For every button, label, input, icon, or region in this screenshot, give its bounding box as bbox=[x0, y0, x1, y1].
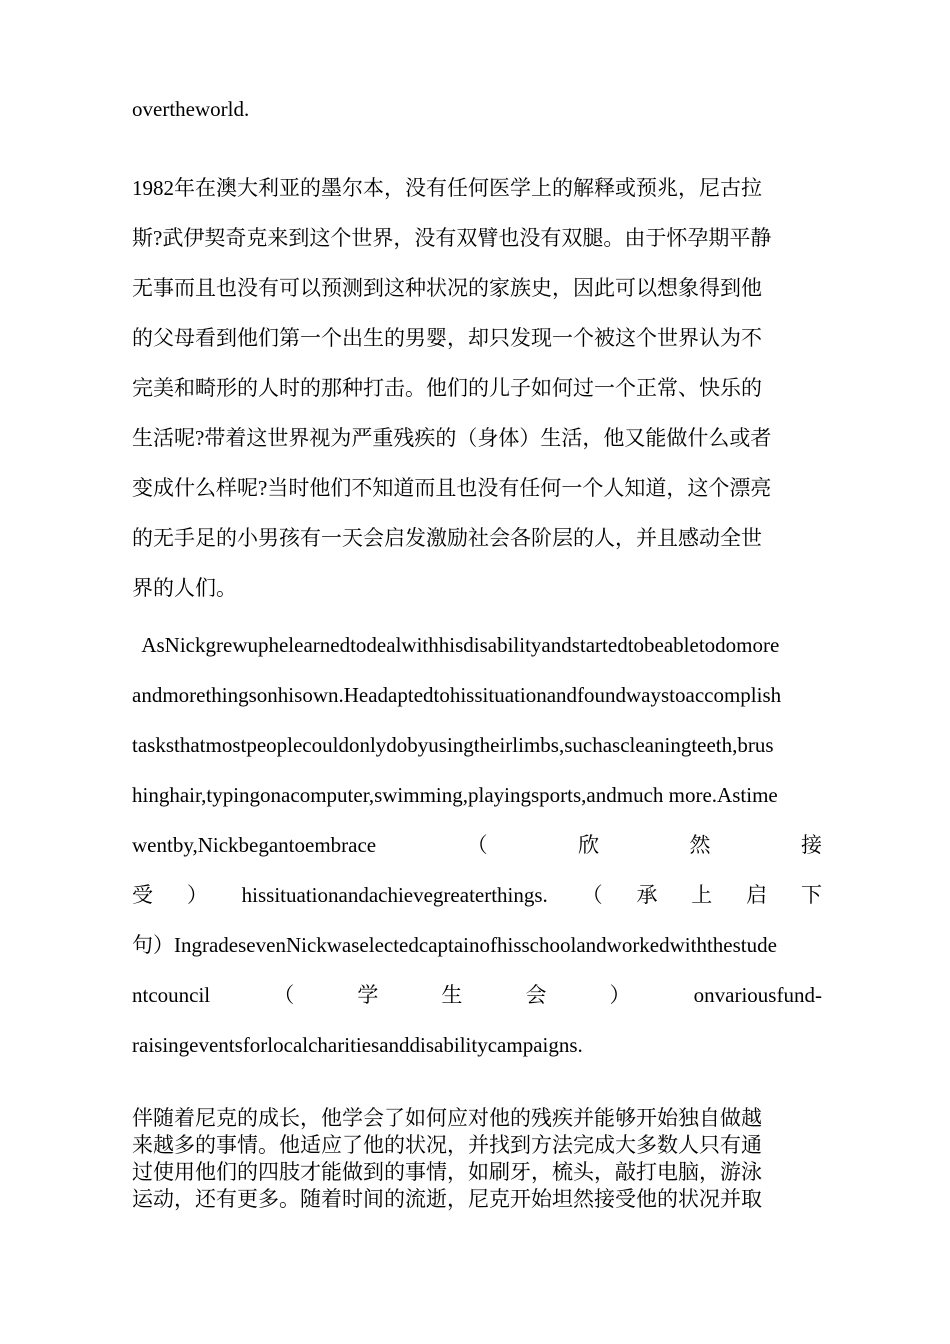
paragraph-chinese-2 bbox=[132, 1105, 822, 1213]
text-line-spread bbox=[132, 820, 822, 870]
text-line: raisingeventsforlocalcharitiesanddisabilitycampaigns. bbox=[132, 1033, 583, 1057]
text-token: ） bbox=[609, 983, 631, 1007]
text-token: wentby,Nickbegantoembrace bbox=[132, 833, 377, 857]
text-token: 接 bbox=[801, 833, 822, 857]
paragraph-english bbox=[132, 620, 822, 1070]
text-token: 会 bbox=[525, 983, 547, 1007]
text-token: onvariousfund- bbox=[693, 983, 822, 1007]
text-line: 无事而且也没有可以预测到这种状况的家族史，因此可以想象得到他 bbox=[132, 276, 762, 300]
text-line: 来越多的事情。他适应了他的状况，并找到方法完成大多数人只有通 bbox=[132, 1133, 762, 1157]
text-line: 的无手足的小男孩有一天会启发激励社会各阶层的人，并且感动全世 bbox=[132, 526, 762, 550]
text-token: ） bbox=[186, 883, 208, 907]
text-token: hissituationandachievegreaterthings. bbox=[241, 883, 548, 907]
paragraph-chinese-1 bbox=[132, 163, 822, 613]
text-line: 运动，还有更多。随着时间的流逝，尼克开始坦然接受他的状况并取 bbox=[132, 1187, 762, 1211]
text-token: 生 bbox=[441, 983, 463, 1007]
text-token: 然 bbox=[689, 833, 711, 857]
text-token: ntcouncil bbox=[132, 983, 211, 1007]
text-line: 生活呢?带着这世界视为严重残疾的（身体）生活，他又能做什么或者 bbox=[132, 426, 772, 450]
text-token: （ bbox=[273, 983, 295, 1007]
text-token: （ bbox=[466, 833, 488, 857]
text-token: 受 bbox=[132, 883, 153, 907]
text-token: 欣 bbox=[578, 833, 600, 857]
text-token: 启 bbox=[746, 883, 768, 907]
text-token: （ bbox=[581, 883, 603, 907]
text-line: tasksthatmostpeoplecouldonlydobyusingtheirlimbs,suchascleaningteeth,brus bbox=[132, 733, 774, 757]
text-line: 斯?武伊契奇克来到这个世界，没有双臂也没有双腿。由于怀孕期平静 bbox=[132, 226, 772, 250]
text-line-spread bbox=[132, 870, 822, 920]
text-line: 完美和畸形的人时的那种打击。他们的儿子如何过一个正常、快乐的 bbox=[132, 376, 762, 400]
fragment-line: overtheworld. bbox=[132, 97, 250, 121]
text-line: 变成什么样呢?当时他们不知道而且也没有任何一个人知道，这个漂亮 bbox=[132, 476, 772, 500]
text-token: 上 bbox=[691, 883, 713, 907]
text-line: 界的人们。 bbox=[132, 576, 237, 600]
text-line: hinghair,typingonacomputer,swimming,playingsports,andmuch more.Astime bbox=[132, 783, 778, 807]
text-line: andmorethingsonhisown.Headaptedtohissituationandfoundwaystoaccomplish bbox=[132, 683, 782, 707]
text-token: 承 bbox=[636, 883, 658, 907]
text-token: 学 bbox=[357, 983, 379, 1007]
text-line: 的父母看到他们第一个出生的男婴，却只发现一个被这个世界认为不 bbox=[132, 326, 762, 350]
text-line: AsNickgrewuphelearnedtodealwithhisdisabilityandstartedtobeabletodomore bbox=[132, 633, 780, 657]
text-line: 1982年在澳大利亚的墨尔本，没有任何医学上的解释或预兆，尼古拉 bbox=[132, 176, 762, 200]
text-line: 伴随着尼克的成长，他学会了如何应对他的残疾并能够开始独自做越 bbox=[132, 1106, 762, 1130]
text-token: 下 bbox=[800, 883, 822, 907]
text-line: 过使用他们的四肢才能做到的事情，如刷牙，梳头，敲打电脑，游泳 bbox=[132, 1160, 762, 1184]
text-line: 句）IngradesevenNickwaselectedcaptainofhisschoolandworkedwiththestude bbox=[132, 933, 777, 957]
text-line-spread bbox=[132, 970, 822, 1020]
